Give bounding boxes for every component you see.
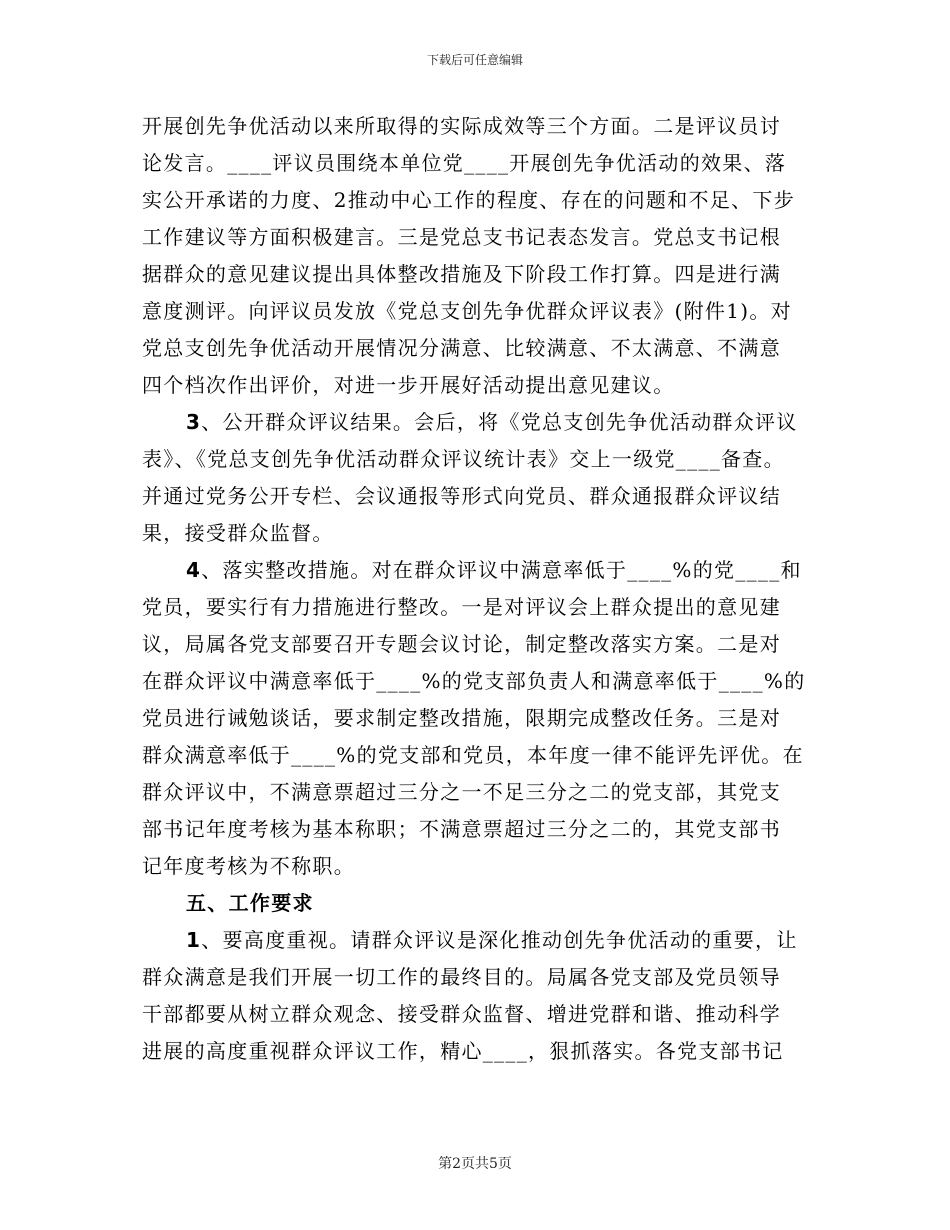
body-line: 党员进行诫勉谈话，要求制定整改措施，限期完成整改任务。三是对 xyxy=(142,706,781,730)
body-line: 进展的高度重视群众评议工作，精心____，狠抓落实。各党支部书记 xyxy=(142,1039,784,1063)
body-line: 群众评议中，不满意票超过三分之一不足三分之二的党支部，其党支 xyxy=(142,780,781,804)
body-line: 党员，要实行有力措施进行整改。一是对评议会上群众提出的意见建 xyxy=(142,595,781,619)
body-line: 在群众评议中满意率低于____%的党支部负责人和满意率低于____%的 xyxy=(142,669,806,693)
body-line: 议，局属各党支部要召开专题会议讨论，制定整改落实方案。二是对 xyxy=(142,632,781,656)
paragraph-text: 、公开群众评议结果。会后，将《党总支创先争优活动群众评议 xyxy=(201,410,798,434)
body-line: 群众满意是我们开展一切工作的最终目的。局属各党支部及党员领导 xyxy=(142,965,781,989)
paragraph-text: 、要高度重视。请群众评议是深化推动创先争优活动的重要，让 xyxy=(201,928,798,952)
paragraph-number: 1 xyxy=(186,928,202,952)
body-line: 表》、《党总支创先争优活动群众评议统计表》交上一级党____备查。 xyxy=(142,447,785,471)
body-line: 论发言。____评议员围绕本单位党____开展创先争优活动的效果、落 xyxy=(142,151,787,175)
body-line: 干部都要从树立群众观念、接受群众监督、增进党群和谐、推动科学 xyxy=(142,1002,781,1026)
body-line: 意度测评。向评议员发放《党总支创先争优群众评议表》(附件1)。对 xyxy=(142,299,792,323)
body-line: 并通过党务公开专栏、会议通报等形式向党员、群众通报群众评议结 xyxy=(142,484,781,508)
body-line: 群众满意率低于____%的党支部和党员，本年度一律不能评先评优。在 xyxy=(142,743,804,767)
section-heading: 五、工作要求 xyxy=(186,891,314,915)
body-line: 果，接受群众监督。 xyxy=(142,521,334,545)
body-line: 党总支创先争优活动开展情况分满意、比较满意、不太满意、不满意 xyxy=(142,336,781,360)
paragraph-number: 4 xyxy=(186,558,202,582)
body-line: 实公开承诺的力度、2推动中心工作的程度、存在的问题和不足、下步 xyxy=(142,188,796,212)
page-footer: 第2页共5页 xyxy=(438,1156,512,1172)
body-line: 部书记年度考核为基本称职；不满意票超过三分之二的，其党支部书 xyxy=(142,817,781,841)
body-line: 工作建议等方面积极建言。三是党总支书记表态发言。党总支书记根 xyxy=(142,225,781,249)
body-line: 四个档次作出评价，对进一步开展好活动提出意见建议。 xyxy=(142,373,675,397)
paragraph-3-first-line xyxy=(142,404,812,441)
body-line: 开展创先争优活动以来所取得的实际成效等三个方面。二是评议员讨 xyxy=(142,114,781,138)
paragraph-5-1-first-line xyxy=(142,922,812,959)
page-header: 下载后可任意编辑 xyxy=(426,53,523,67)
paragraph-number: 3 xyxy=(186,410,202,434)
paragraph-text: 、落实整改措施。对在群众评议中满意率低于____%的党____和 xyxy=(201,558,802,582)
body-line: 记年度考核为不称职。 xyxy=(142,854,355,878)
body-line: 据群众的意见建议提出具体整改措施及下阶段工作打算。四是进行满 xyxy=(142,262,781,286)
paragraph-4-first-line xyxy=(142,552,812,589)
document-body xyxy=(142,108,812,1070)
